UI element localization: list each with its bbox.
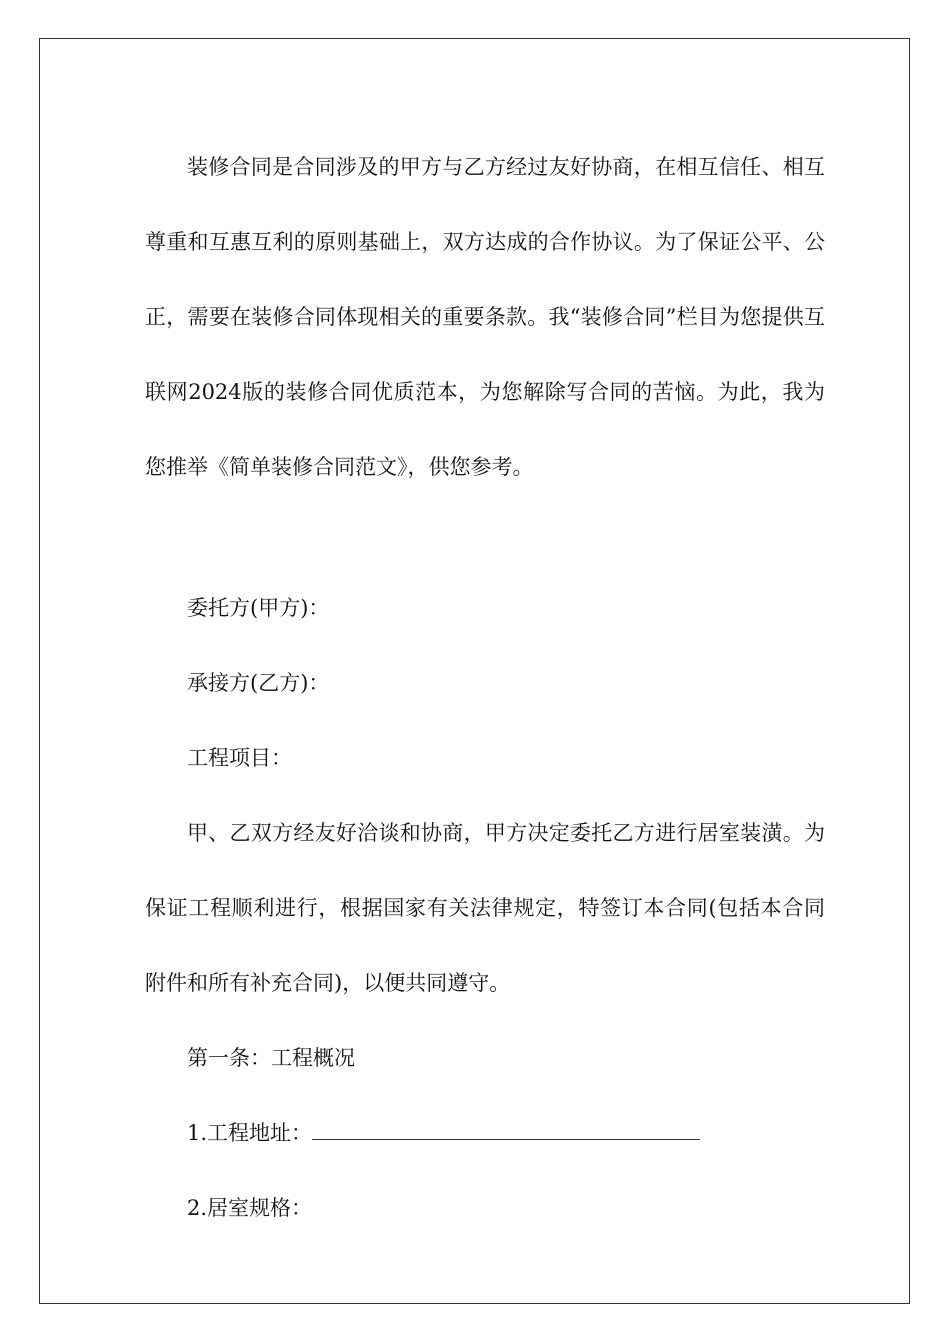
intro-section	[145, 130, 825, 505]
contractor-field-label: 承接方(乙方)：	[187, 671, 330, 695]
address-field	[145, 1096, 825, 1171]
room-spec-field-label: 2.居室规格：	[187, 1196, 313, 1220]
preamble-paragraph: 甲、乙双方经友好洽谈和协商，甲方决定委托乙方进行居室装潢。为保证工程顺利进行，根据国家有关法律规定，特签订本合同(包括本合同附件和所有补充合同)，以便共同遵守。	[145, 821, 825, 995]
client-field-label: 委托方(甲方)：	[187, 596, 330, 620]
address-field-label: 1.工程地址：	[187, 1121, 313, 1145]
document-body	[145, 130, 825, 1246]
project-field-label: 工程项目：	[187, 746, 292, 770]
intro-paragraph: 装修合同是合同涉及的甲方与乙方经过友好协商，在相互信任、相互尊重和互惠互利的原则基础上，双方达成的合作协议。为了保证公平、公正，需要在装修合同体现相关的重要条款。我“装修合同”栏目为您提供互联网2024版的装修合同优质范本，为您解除写合同的苦恼。为此，我为您推举《简单装修合同范文》，供您参考。	[145, 155, 825, 479]
address-blank-line	[312, 1125, 700, 1140]
article-1-heading: 第一条：工程概况	[187, 1046, 355, 1070]
